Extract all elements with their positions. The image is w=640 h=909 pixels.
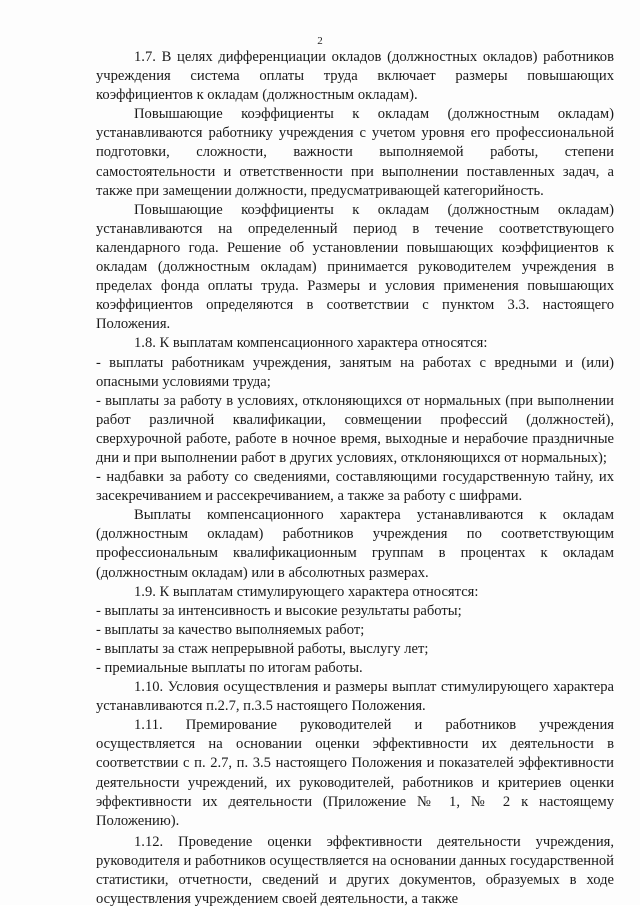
document-body bbox=[96, 48, 614, 909]
paragraph: Повышающие коэффициенты к окладам (должностным окладам) устанавливаются на определенный период в течение соответствующего календарного года. Решение об установлении повышающих коэффициентов к окладам (должностным окладам) принимается руководителем учреждения в пределах фонда оплаты труда. Размеры и условия применения повышающих коэффициентов определяются в соответствии с пунктом 3.3. настоящего Положения. bbox=[96, 201, 614, 333]
paragraph: 1.9. К выплатам стимулирующего характера относятся: bbox=[134, 583, 479, 600]
paragraph: - выплаты за стаж непрерывной работы, выслугу лет; bbox=[96, 640, 429, 657]
paragraph: - выплаты за качество выполняемых работ; bbox=[96, 621, 365, 638]
paragraph: Выплаты компенсационного характера устанавливаются к окладам (должностным окладам) работников учреждения по соответствующим профессиональным квалификационным группам в процентах к окладам (должностным окладам) или в абсолютных размерах. bbox=[96, 507, 614, 581]
paragraph: - надбавки за работу со сведениями, составляющими государственную тайну, их засекречиванием и рассекречиванием, а также за работу с шифрами. bbox=[96, 469, 614, 505]
paragraph: 1.12. Проведение оценки эффективности деятельности учреждения, руководителя и работников осуществляется на основании данных государственной статистики, отчетности, сведений и других документов, образуемых в ходе осуществления учреждением своей деятельности, а также bbox=[96, 833, 614, 908]
paragraph: - выплаты за работу в условиях, отклоняющихся от нормальных (при выполнении работ различной квалификации, совмещении профессий (должностей), сверхурочной работе, работе в ночное время, выходные и нерабочие праздничные дни и при выполнении работ в других условиях, отклоняющихся от нормальных); bbox=[96, 392, 614, 466]
paragraph: 1.10. Условия осуществления и размеры выплат стимулирующего характера устанавливаются п.2.7, п.3.5 настоящего Положения. bbox=[96, 679, 614, 715]
paragraph: Повышающие коэффициенты к окладам (должностным окладам) устанавливаются работнику учреждения с учетом уровня его профессиональной подготовки, сложности, важности выполняемой работы, степени самостоятельности и ответственности при выполнении поставленных задач, а также при замещении должности, предусматривающей категорийность. bbox=[96, 106, 614, 199]
paragraph: 1.8. К выплатам компенсационного характера относятся: bbox=[134, 335, 488, 352]
paragraph: 1.11. Премирование руководителей и работников учреждения осуществляется на основании оценки эффективности их деятельности в соответствии с п. 2.7, п. 3.5 настоящего Положения и показателей эффективности деятельности учреждений, их руководителей, работников и критериев оценки эффективности их деятельности (Приложение № 1, № 2 к настоящему Положению). bbox=[96, 717, 614, 829]
paragraph: - выплаты за интенсивность и высокие результаты работы; bbox=[96, 602, 462, 619]
paragraph: - премиальные выплаты по итогам работы. bbox=[96, 660, 363, 676]
page-number: 2 bbox=[317, 35, 323, 47]
paragraph: 1.7. В целях дифференциации окладов (должностных окладов) работников учреждения система оплаты труда включает размеры повышающих коэффициентов к окладам (должностным окладам). bbox=[96, 49, 614, 104]
paragraph: - выплаты работникам учреждения, занятым на работах с вредными и (или) опасными условиями труда; bbox=[96, 354, 614, 390]
